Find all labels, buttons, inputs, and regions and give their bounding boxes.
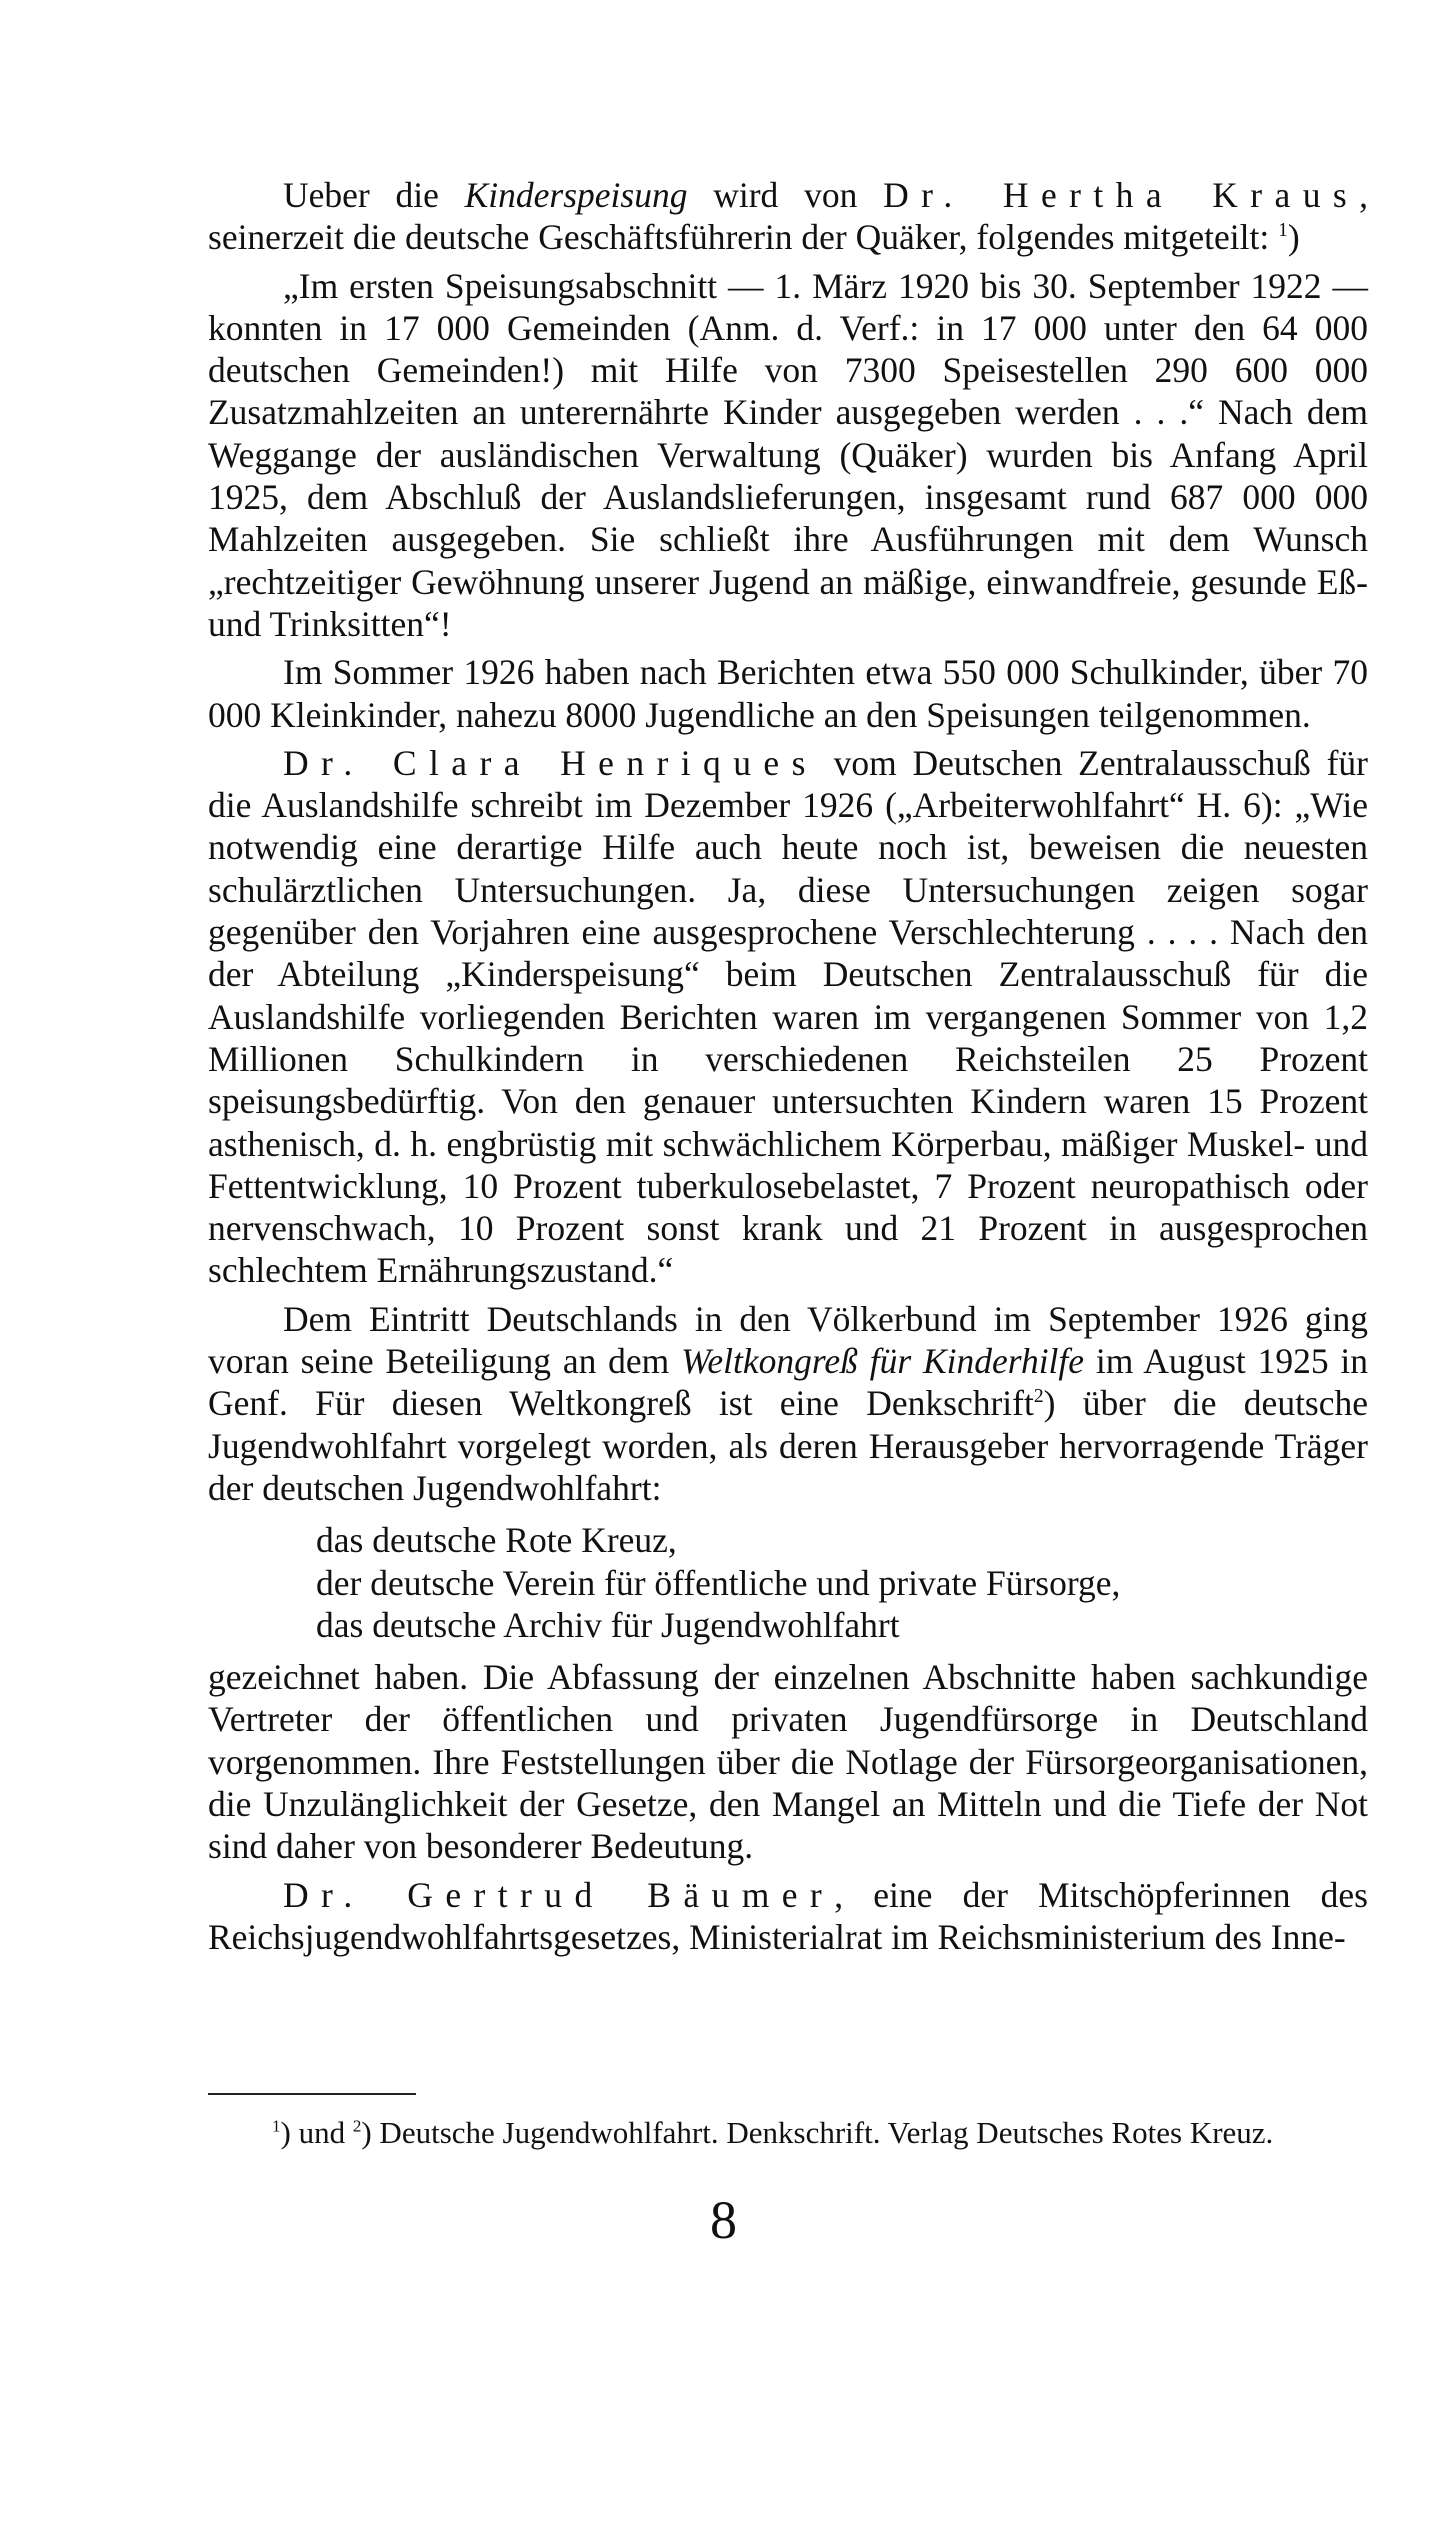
list-item: das deutsche Rote Kreuz,: [316, 1520, 677, 1561]
text-run: ) und: [280, 2115, 353, 2150]
list-item: das deutsche Archiv für Jugendwohlfahrt: [316, 1604, 900, 1645]
list-item: der deutsche Verein für öffentliche und private Fürsorge,: [316, 1562, 1121, 1603]
footnote-divider: [208, 2093, 416, 2095]
paragraph-3: Im Sommer 1926 haben nach Berichten etwa 550 000 Schulkinder, über 70 000 Kleinkinder, nahezu 8000 Jugendliche an den Speisungen teilgenommen.: [208, 652, 1368, 735]
paragraph-2: „Im ersten Speisungsabschnitt — 1. März 1920 bis 30. September 1922 — konnten in 17 000 Gemeinden (Anm. d. Verf.: in 17 000 unter den 64 000 deutschen Gemeinden!) mit Hilfe von 7300 Speisestellen 290 600 000 Zusatzmahlzeiten an unterernährte Kinder ausgegeben werden . . .“ Nach dem Weggange der ausländischen Verwaltung (Quäker) wurden bis Anfang April 1925, dem Abschluß der Auslandslieferungen, insgesamt rund 687 000 000 Mahlzeiten ausgegeben. Sie schließt ihre Ausführungen mit dem Wunsch „rechtzeitiger Gewöhnung unserer Jugend an mäßige, einwandfreie, gesunde Eß- und Trinksitten“!: [208, 265, 1368, 644]
person-name-clara-henriques: Dr. Clara Henriques: [283, 742, 818, 783]
text-run: vom Deutschen Zentralausschuß für die Auslandshilfe schreibt im Dezember 1926 („Arbeiterwohlfahrt“ H. 6): „Wie notwendig eine derartige Hilfe auch heute noch ist, beweisen die neuesten schulärztlichen Untersuchungen. Ja, diese Untersuchungen zeigen sogar gegenüber den Vorjahren eine ausgesprochene Verschlechterung . . . . Nach den der Abteilung „Kinderspeisung“ beim Deutschen Zentralausschuß für die Auslandshilfe vorliegenden Berichten waren im vergangenen Sommer von 1,2 Millionen Schulkindern in verschiedenen Reichsteilen 25 Prozent speisungsbedürftig. Von den genauer untersuchten Kindern waren 15 Prozent asthenisch, d. h. engbrüstig mit schwächlichem Körperbau, mäßiger Muskel- und Fettentwicklung, 10 Prozent tuberkulosebelastet, 7 Prozent neuropathisch oder nervenschwach, 10 Prozent sonst krank und 21 Prozent in ausgesprochen schlechtem Ernährungszustand.“: [208, 742, 1368, 1291]
text-run: wird von: [687, 175, 884, 215]
emphasis-weltkongress: Weltkongreß für Kinderhilfe: [681, 1341, 1085, 1382]
paragraph-6: gezeichnet haben. Die Abfassung der einzelnen Abschnitte haben sachkundige Vertreter der öffentlichen und privaten Jugendfürsorge in Deutschland vorgenommen. Ihre Feststellungen über die Notlage der Fürsorgeorganisationen, die Unzulänglichkeit der Gesetze, den Mangel an Mitteln und die Tiefe der Not sind daher von besonderer Bedeutung.: [208, 1657, 1368, 1867]
text-run: im August 1925 in Genf. Für diesen Weltkongreß ist eine Denkschrift: [208, 1341, 1368, 1424]
footnote-marker-2: 2: [352, 2116, 362, 2136]
paragraph-5: [208, 1298, 1368, 1509]
paragraph-4: [208, 742, 1368, 1292]
text-run: , eine der Mitschöpferinnen des Reichsjugendwohlfahrtsgesetzes, Ministerialrat im Reichsministerium des Inne-: [208, 1874, 1368, 1957]
person-name-gertrud-baeumer: Dr. Gertrud Bäumer: [283, 1874, 835, 1915]
footnote-marker-2: 2: [1033, 1386, 1044, 1408]
footnote: [208, 2115, 1368, 2151]
text-run: ): [1287, 217, 1300, 258]
person-name-hertha-kraus: Dr. Hertha Kraus: [883, 175, 1360, 215]
footnote-marker-1: 1: [272, 2116, 281, 2136]
page-number: 8: [710, 2190, 737, 2250]
main-text: [208, 174, 1368, 1958]
publisher-list: [208, 1519, 1368, 1646]
text-run: ) über die deutsche Jugendwohlfahrt vorgelegt worden, als deren Herausgeber hervorragende Träger der deutschen Jugendwohlfahrt:: [208, 1383, 1369, 1508]
emphasis-kinderspeisung: Kinderspeisung: [464, 175, 688, 215]
footnote-marker-1: 1: [1278, 220, 1288, 242]
text-run: Ueber die: [283, 175, 465, 215]
text-run: ) Deutsche Jugendwohlfahrt. Denkschrift. Verlag Deutsches Rotes Kreuz.: [361, 2115, 1274, 2150]
text-run: Dem Eintritt Deutschlands in den Völkerbund im September 1926 ging voran seine Beteiligung an dem: [208, 1298, 1368, 1382]
text-run: , seinerzeit die deutsche Geschäftsführerin der Quäker, folgendes mitgeteilt:: [208, 175, 1369, 258]
paragraph-1: [208, 174, 1368, 259]
paragraph-7: [208, 1874, 1368, 1959]
